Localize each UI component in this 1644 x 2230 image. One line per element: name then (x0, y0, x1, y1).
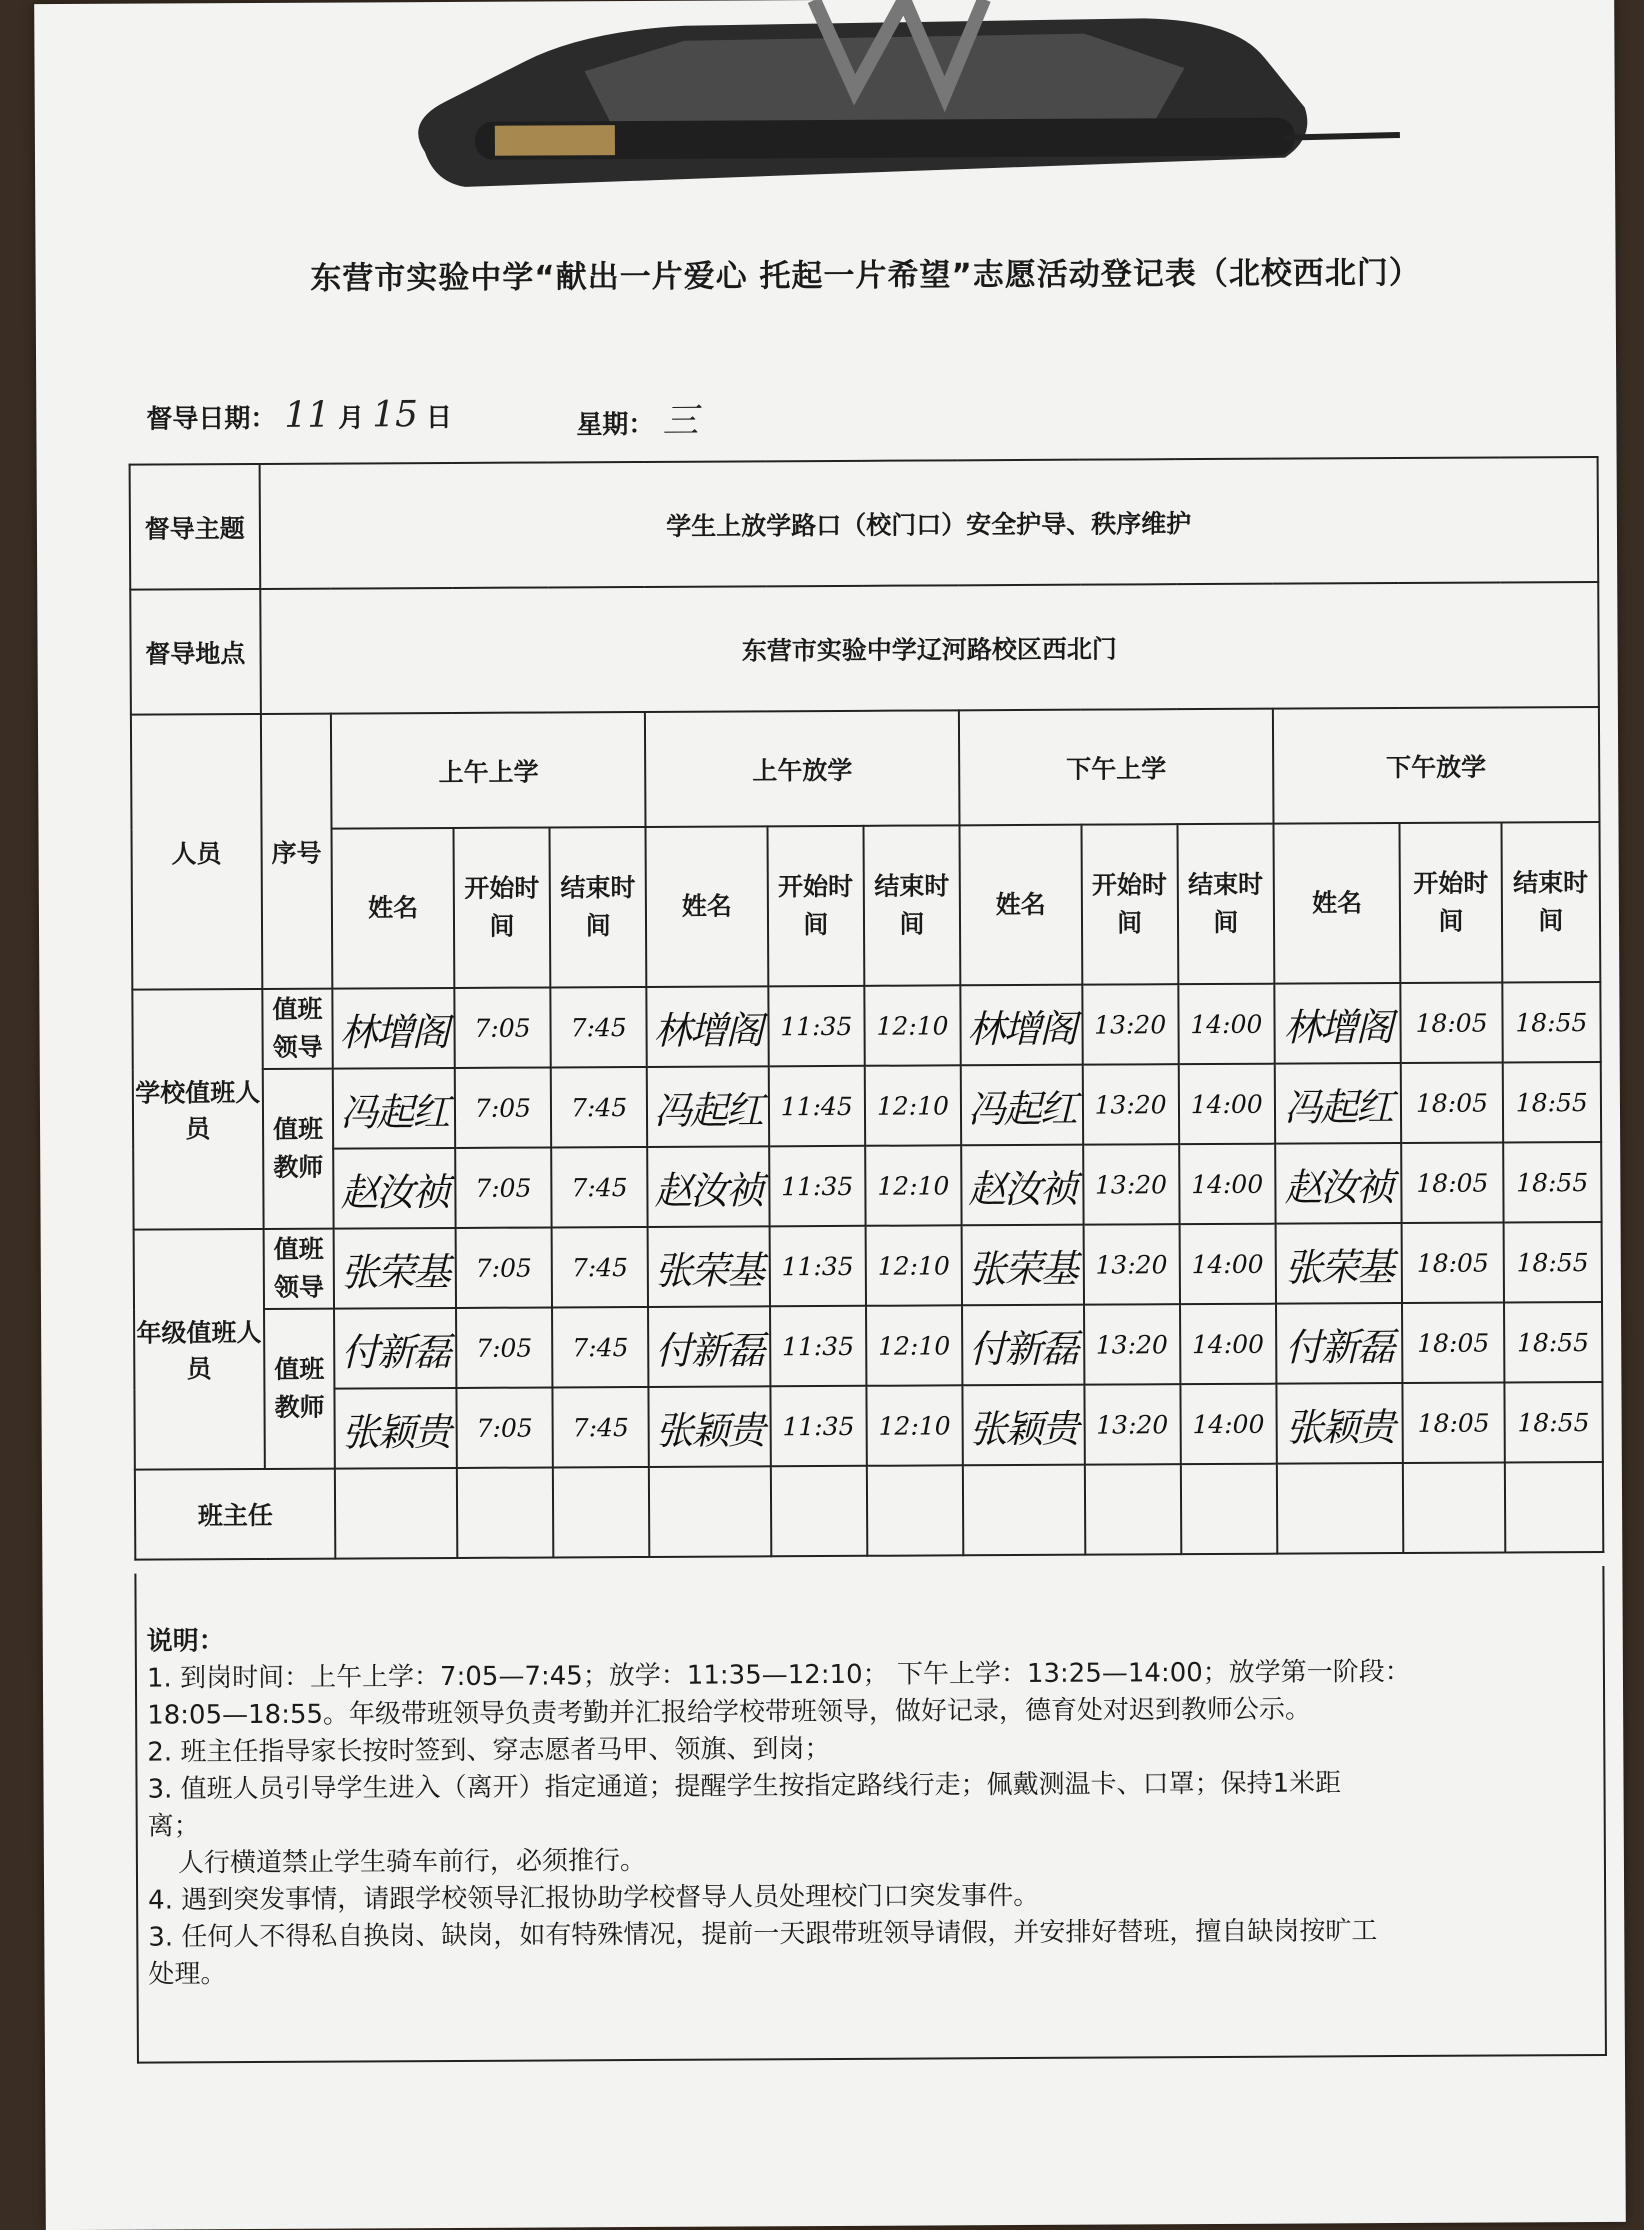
table-row (133, 1142, 1601, 1230)
time-cell: 14:00 (1179, 1144, 1276, 1225)
time-cell: 18:05 (1402, 1222, 1504, 1303)
role-label: 值班领导 (262, 989, 333, 1069)
notes-line: 4. 遇到突发事情，请跟学校领导汇报协助学校督导人员处理校门口突发事件。 (148, 1880, 1040, 1916)
signature-cell: 张颖贵 (649, 1386, 771, 1467)
day-handwritten: 15 (372, 394, 419, 436)
location-value: 东营市实验中学辽河路校区西北门 (260, 582, 1599, 714)
time-cell: 7:45 (551, 1147, 648, 1228)
weekday-label: 星期： (576, 409, 655, 441)
time-cell: 12:10 (865, 1065, 962, 1146)
time-cell: 18:05 (1402, 1142, 1504, 1223)
time-cell: 13:20 (1082, 1064, 1179, 1145)
weekday-handwritten: 三 (662, 400, 699, 442)
time-cell: 7:05 (456, 1307, 553, 1388)
signature-cell: 林增阁 (333, 988, 455, 1069)
time-cell: 7:45 (551, 1067, 648, 1148)
notes-line: 18:05—18:55。年级带班领导负责考勤并汇报给学校带班领导，做好记录，德育处对迟到教师公示。 (147, 1694, 1312, 1731)
group-label-grade: 年级值班人员 (134, 1229, 265, 1470)
empty-cell (771, 1466, 868, 1557)
end-time-header: 结束时间 (1501, 822, 1600, 983)
time-cell: 7:05 (455, 1147, 552, 1228)
start-time-header: 开始时间 (767, 826, 864, 987)
empty-cell (1403, 1462, 1505, 1553)
empty-cell (553, 1467, 650, 1558)
signature-cell: 冯起红 (1275, 1063, 1402, 1144)
supervision-date (146, 394, 452, 437)
month-unit: 月 (338, 403, 365, 434)
notes-line: 3. 值班人员引导学生进入（离开）指定通道；提醒学生按指定路线行走；佩戴测温卡、口罩；保持1米距 (147, 1768, 1342, 1805)
role-label: 值班教师 (262, 1069, 334, 1229)
time-cell: 14:00 (1178, 984, 1275, 1065)
supervision-weekday (576, 393, 706, 445)
time-cell: 18:05 (1401, 1062, 1503, 1143)
time-cell: 13:20 (1083, 1144, 1180, 1225)
time-cell: 11:35 (770, 1306, 867, 1387)
signature-cell: 付新磊 (1276, 1303, 1403, 1384)
signature-cell: 赵汝祯 (647, 1146, 769, 1227)
name-header: 姓名 (646, 826, 768, 987)
topic-label: 督导主题 (130, 464, 260, 590)
time-cell: 14:00 (1179, 1224, 1276, 1305)
location-row (130, 582, 1599, 715)
time-cell: 7:45 (550, 987, 647, 1068)
name-header: 姓名 (960, 825, 1082, 986)
empty-cell (1277, 1463, 1404, 1554)
signature-cell: 张荣基 (648, 1226, 770, 1307)
signature-cell: 付新磊 (334, 1308, 456, 1389)
period-header-afternoon-dismissal: 下午放学 (1273, 707, 1600, 824)
empty-cell (649, 1466, 771, 1557)
table-row (132, 982, 1600, 1070)
start-time-header: 开始时间 (1081, 824, 1178, 985)
group-label-school: 学校值班人员 (132, 989, 263, 1230)
month-handwritten: 11 (284, 394, 331, 436)
start-time-header: 开始时间 (453, 827, 550, 988)
topic-row (130, 457, 1599, 590)
period-header-morning-arrival: 上午上学 (331, 712, 645, 829)
time-cell: 7:05 (454, 987, 551, 1068)
signature-cell: 张荣基 (962, 1225, 1084, 1306)
role-label: 值班领导 (263, 1229, 334, 1309)
time-cell: 14:00 (1180, 1384, 1277, 1465)
time-cell: 12:10 (865, 1145, 962, 1226)
signature-cell: 付新磊 (648, 1306, 770, 1387)
time-cell: 12:10 (864, 985, 961, 1066)
start-time-header: 开始时间 (1400, 822, 1502, 983)
time-cell: 18:05 (1403, 1382, 1505, 1463)
empty-cell (1181, 1464, 1278, 1555)
empty-cell (1504, 1462, 1603, 1553)
notes-line: 人行横道禁止学生骑车前行，必须推行。 (177, 1845, 647, 1879)
time-cell: 7:45 (552, 1307, 649, 1388)
time-cell: 7:05 (456, 1227, 553, 1308)
signature-cell: 张颖贵 (1276, 1383, 1403, 1464)
name-header: 姓名 (1273, 823, 1400, 984)
time-cell: 18:55 (1502, 1062, 1601, 1143)
table-row (134, 1302, 1602, 1390)
time-cell: 13:20 (1082, 984, 1179, 1065)
empty-cell (335, 1468, 457, 1559)
time-cell: 18:55 (1502, 982, 1601, 1063)
period-header-afternoon-arrival: 下午上学 (959, 709, 1273, 826)
signature-cell: 林增阁 (1274, 983, 1401, 1064)
empty-cell (457, 1467, 554, 1558)
empty-cell (1084, 1464, 1181, 1555)
duty-table (129, 456, 1605, 1561)
table-row (133, 1062, 1601, 1150)
signature-cell: 张荣基 (334, 1228, 456, 1309)
notes-line: 2. 班主任指导家长按时签到、穿志愿者马甲、领旗、到岗； (147, 1734, 831, 1768)
time-cell: 11:35 (769, 1146, 866, 1227)
signature-cell: 冯起红 (647, 1066, 769, 1147)
day-unit: 日 (425, 402, 453, 434)
time-cell: 13:20 (1083, 1224, 1180, 1305)
time-cell: 11:35 (768, 986, 865, 1067)
notes-line: 1. 到岗时间：上午上学：7:05—7:45；放学：11:35—12:10； 下午上学：13:25—14:00；放学第一阶段： (146, 1656, 1411, 1694)
time-cell: 11:45 (768, 1066, 865, 1147)
signature-cell: 赵汝祯 (334, 1148, 456, 1229)
time-cell: 11:35 (770, 1386, 867, 1467)
time-cell: 13:20 (1084, 1384, 1181, 1465)
personnel-header: 人员 (131, 714, 262, 990)
signature-cell: 张颖贵 (335, 1388, 457, 1469)
signature-cell: 张颖贵 (962, 1385, 1084, 1466)
date-label: 督导日期： (146, 403, 277, 435)
signature-cell: 冯起红 (333, 1068, 455, 1149)
time-cell: 7:05 (456, 1387, 553, 1468)
clipboard-clip-image (384, 0, 1405, 202)
time-cell: 13:20 (1084, 1304, 1181, 1385)
time-cell: 7:45 (552, 1227, 649, 1308)
time-cell: 18:55 (1504, 1302, 1603, 1383)
time-cell: 18:05 (1402, 1302, 1504, 1383)
signature-cell: 林增阁 (960, 985, 1082, 1066)
notes-line: 处理。 (148, 1959, 227, 1990)
form-title: 东营市实验中学“献出一片爱心 托起一片希望”志愿活动登记表（北校西北门） (310, 254, 1421, 297)
time-cell: 14:00 (1180, 1304, 1277, 1385)
end-time-header: 结束时间 (863, 825, 960, 986)
time-cell: 11:35 (769, 1226, 866, 1307)
empty-cell (867, 1465, 964, 1556)
notes-line: 离； (147, 1811, 200, 1842)
role-label: 值班教师 (264, 1309, 336, 1469)
table-row (134, 1382, 1602, 1470)
registration-form-paper (34, 0, 1626, 2230)
end-time-header: 结束时间 (1177, 824, 1274, 985)
period-header-row (131, 707, 1600, 830)
time-cell: 18:55 (1504, 1382, 1603, 1463)
signature-cell: 赵汝祯 (1275, 1143, 1402, 1224)
homeroom-row (135, 1462, 1603, 1560)
time-cell: 14:00 (1178, 1064, 1275, 1145)
time-cell: 12:10 (866, 1305, 963, 1386)
signature-cell: 付新磊 (962, 1305, 1084, 1386)
time-cell: 18:05 (1401, 982, 1503, 1063)
homeroom-label: 班主任 (135, 1469, 336, 1560)
time-cell: 7:45 (553, 1387, 650, 1468)
end-time-header: 结束时间 (550, 827, 647, 988)
seq-header: 序号 (260, 714, 332, 989)
instructions-box (134, 1566, 1607, 2064)
time-cell: 18:55 (1503, 1222, 1602, 1303)
empty-cell (963, 1465, 1085, 1556)
time-cell: 18:55 (1503, 1142, 1602, 1223)
signature-cell: 冯起红 (961, 1065, 1083, 1146)
topic-value: 学生上放学路口（校门口）安全护导、秩序维护 (259, 457, 1598, 589)
name-header: 姓名 (332, 828, 454, 989)
time-cell: 12:10 (866, 1385, 963, 1466)
signature-cell: 张荣基 (1275, 1223, 1402, 1304)
table-row (134, 1222, 1602, 1310)
period-header-morning-dismissal: 上午放学 (645, 710, 959, 827)
signature-cell: 林增阁 (647, 986, 769, 1067)
time-cell: 12:10 (865, 1225, 962, 1306)
location-label: 督导地点 (130, 589, 260, 715)
time-cell: 7:05 (455, 1067, 552, 1148)
column-header-row (132, 822, 1601, 990)
signature-cell: 赵汝祯 (961, 1145, 1083, 1226)
notes-heading: 说明： (146, 1626, 225, 1657)
notes-line: 3. 任何人不得私自换岗、缺岗，如有特殊情况，提前一天跟带班领导请假，并安排好替班，擅自缺岗按旷工 (148, 1916, 1378, 1953)
